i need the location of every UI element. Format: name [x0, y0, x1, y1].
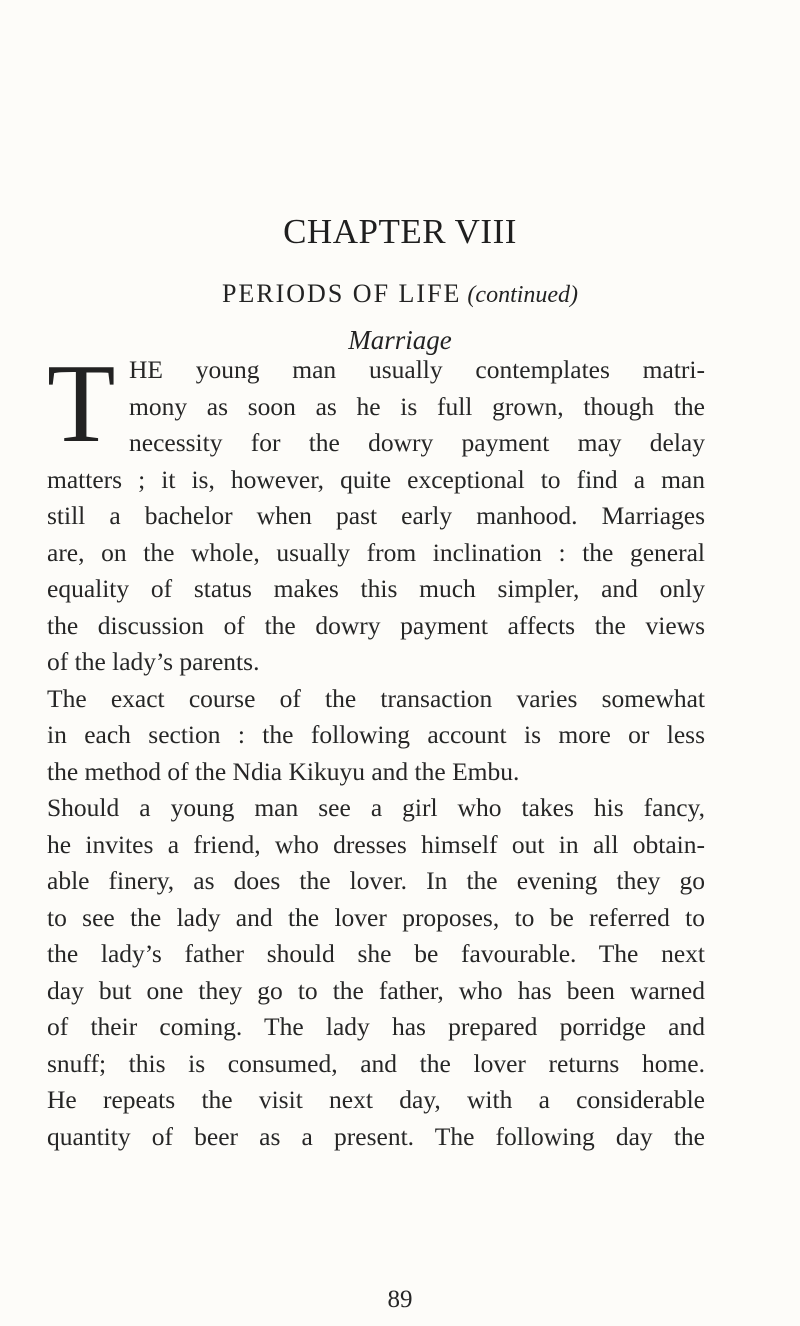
text-line: in each section : the following account is more or less — [47, 720, 705, 749]
text-line: day but one they go to the father, who has been warned — [47, 975, 705, 1005]
text-line: of their coming. The lady has prepared porridge and — [47, 1012, 705, 1041]
text-line: quantity of beer as a present. The following day the — [47, 1121, 705, 1151]
section-title: Marriage — [348, 325, 452, 355]
text-line: He repeats the visit next day, with a considerable — [47, 1085, 705, 1114]
paragraph-2 — [47, 681, 705, 791]
text-line: matters ; it is, however, quite exceptional to find a man — [47, 464, 705, 494]
text-line: the method of the Ndia Kikuyu and the Embu. — [47, 756, 520, 786]
text-line: equality of status makes this much simpler, and only — [47, 574, 705, 603]
chapter-subtitle — [0, 279, 800, 309]
text-line: The exact course of the transaction varies somewhat — [47, 683, 705, 713]
text-line: able finery, as does the lover. In the evening they go — [47, 866, 705, 895]
subtitle-caps: PERIODS OF LIFE — [221, 279, 462, 308]
chapter-title: CHAPTER VIII — [283, 212, 517, 251]
text-line: he invites a friend, who dresses himself out in all obtain- — [47, 829, 705, 859]
paragraph-1 — [47, 342, 705, 681]
text-line: mony as soon as he is full grown, though the — [129, 391, 705, 421]
text-line: are, on the whole, usually from inclination : the general — [47, 537, 705, 567]
text-line: the discussion of the dowry payment affects the views — [47, 610, 705, 640]
text-line: to see the lady and the lover proposes, to be referred to — [47, 902, 705, 932]
text-line: the lady’s father should she be favourable. The next — [47, 939, 705, 968]
text-line: HE young man usually contemplates matri- — [129, 355, 705, 384]
text-line: of the lady’s parents. — [47, 647, 260, 676]
text-line: snuff; this is consumed, and the lover returns home. — [47, 1048, 705, 1078]
page-number: 89 — [387, 1286, 413, 1313]
paragraph-3 — [47, 790, 705, 1155]
text-line: necessity for the dowry payment may delay — [129, 428, 705, 457]
subtitle-continued: (continued) — [467, 282, 579, 308]
text-line: Should a young man see a girl who takes his fancy, — [47, 793, 705, 822]
text-line: still a bachelor when past early manhood. Marriages — [47, 501, 705, 530]
drop-cap: T — [47, 342, 116, 466]
body-text — [47, 342, 705, 1155]
